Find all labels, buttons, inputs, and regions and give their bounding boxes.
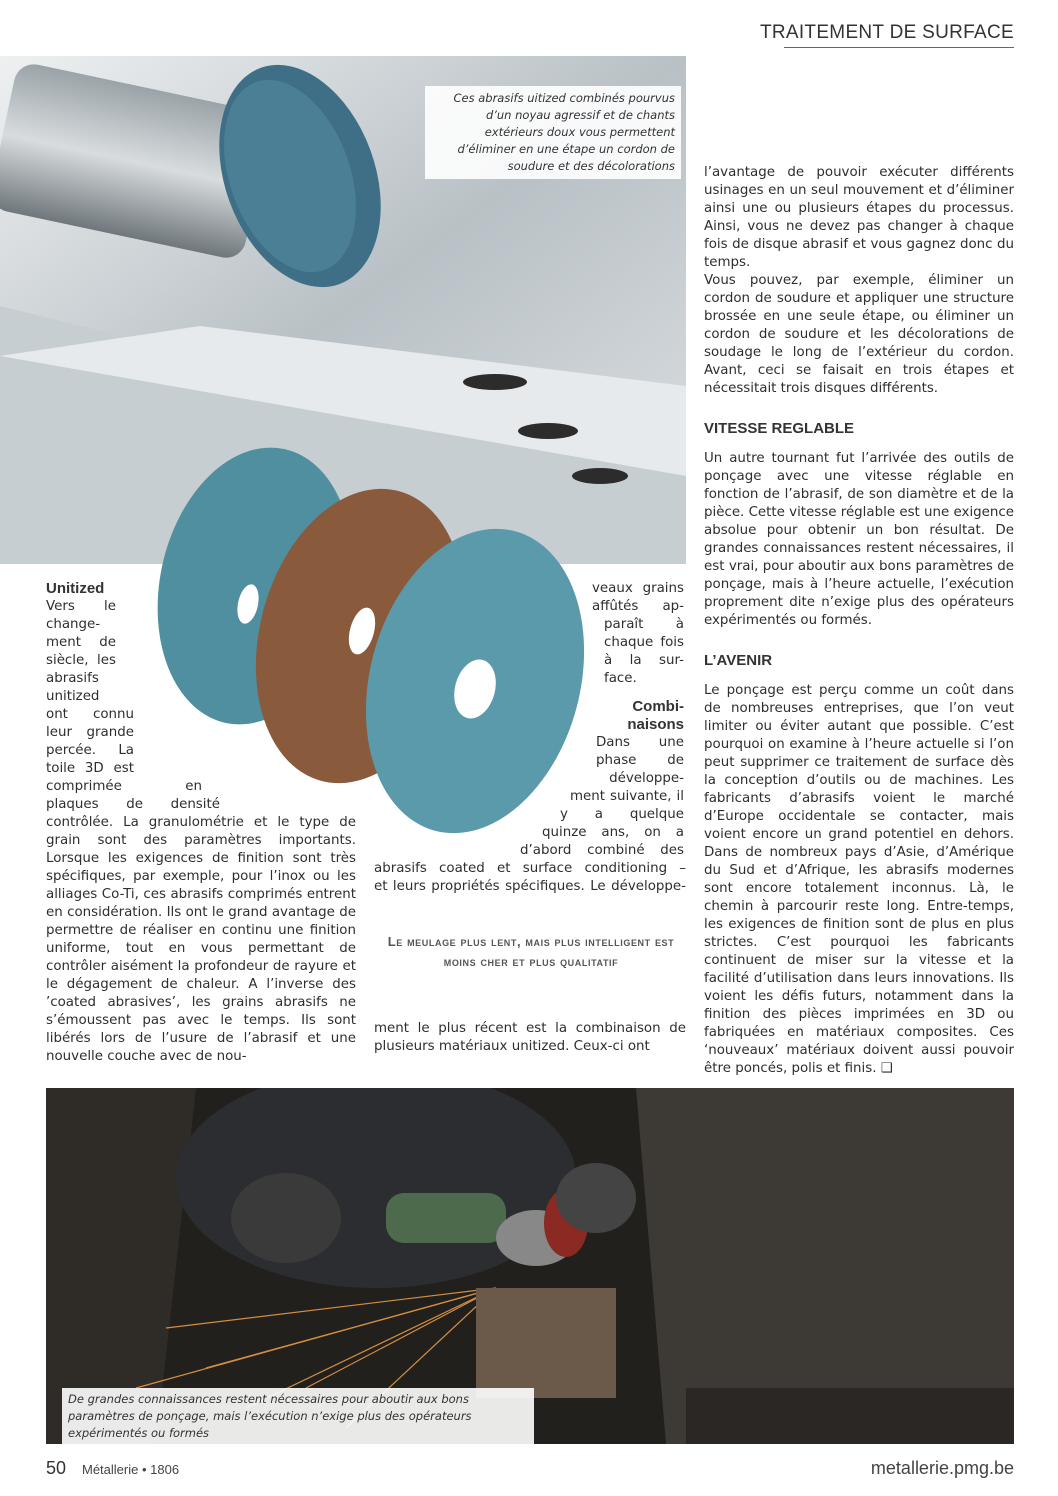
wrapped-lines [604,670,684,688]
top-photo-caption: Ces abrasifs uitized combinés pourvus d’un noyau agressif et de chants extérieurs doux vous permettent d’éliminer en une étape un cordon de soudure et des décolorations [425,86,681,179]
text-line: toile 3D est [46,761,134,776]
text-line: ont connu [46,707,134,722]
bottom-photo [46,1088,1014,1444]
text-line: comprimée en [46,779,202,794]
text-line: percée. La [46,743,134,758]
pull-quote: Le meulage plus lent, mais plus intelligent est moins cher et plus qualitatif [387,934,675,969]
paragraph: Vous pouvez, par exemple, éliminer un cordon de soudure et appliquer une structure brossée en une seule étape, ou éliminer un cordon de soudure et les décolorations de soudage le long de l’extérieur du cordon. Avant, ceci se faisait en trois étapes et nécessitait trois disques différents. [704,273,1014,396]
text-line: plaques de densité [46,797,220,812]
text-line: Dans une [596,735,684,750]
text-line: ment suivante, il [570,789,684,804]
text-line: Vers le [46,599,116,614]
heading-avenir: L’AVENIR [704,652,773,669]
right-column [704,164,1014,1078]
text-line: change- [46,617,101,632]
section-underline [784,47,1014,48]
text-line: face. [604,671,637,686]
text-line: ment de [46,635,116,650]
section-title: TRAITEMENT DE SURFACE [759,22,1014,43]
wrapped-lines [604,616,684,670]
wrapped-lines [560,806,684,824]
text-line: abrasifs coated et surface conditioning – [374,861,686,876]
text-line: quinze ans, on a [542,825,684,840]
paragraph: l’avantage de pouvoir exécuter différents usinages en un seul mouvement et d’éliminer ainsi une ou plusieurs étapes du processus. Ainsi, vous ne devez pas changer à chaque fois de disque abrasif et vous gagnez donc du temps. [704,165,1014,270]
wrapped-lines [46,778,202,796]
text-line: développe- [609,771,684,786]
middle-column [374,580,686,1056]
wrapped-lines [46,598,116,706]
wrapped-lines [592,580,684,616]
wrapped-lines [46,796,220,814]
heading-combinaisons: Combi-naisons [627,698,684,733]
text-line: veaux grains [592,581,684,596]
heading-unitized: Unitized [46,580,105,597]
paragraph: ment le plus récent est la combinaison de plusieurs matériaux unitized. Ceux-ci ont [374,1021,686,1054]
text-line: paraît à [604,617,684,632]
paragraph: contrôlée. La granulométrie et le type de grain sont des paramètres importants. Lorsque les exigences de finition sont très spécifiques, par exemple, pour l’inox ou les alliages Co-Ti, ces abrasifs comprimés entrent en considération. Ils ont le grand avantage de permettre de réaliser en continu une finition uniforme, tout en vous permettant de contrôler aisément la profondeur de rayure et le dégagement de chaleur. A l’inverse des ’coated abrasives’, les grains abrasifs ne s’émoussent pas avec le temps. Ils sont libérés lors de l’usure de l’abrasif et une nouvelle couche avec de nou- [46,815,356,1064]
text-line: chaque fois [604,635,684,650]
wrapped-lines [542,824,684,842]
text-line: unitized [46,689,100,704]
wrapped-lines [46,706,134,778]
text-line: abrasifs [46,671,99,686]
left-column [46,580,356,1066]
magazine-issue: Métallerie • 1806 [82,1462,180,1477]
website-link[interactable]: metallerie.pmg.be [870,1458,1014,1478]
page-number: 50 [46,1458,67,1478]
text-line: y a quelque [560,807,684,822]
paragraph: Un autre tournant fut l’arrivée des outils de ponçage avec une vitesse réglable en fonction de l’abrasif, de son diamètre et de la pièce. Cette vitesse réglable est une exigence absolue pour obtenir un bon résultat. De grandes connaissances restent nécessaires, il est vrai, pour aboutir aux bons paramètres de ponçage, mais à l’heure actuelle, l’exécution proprement dite n’exige plus des opérateurs expérimentés ou formés. [704,451,1014,628]
bottom-photo-caption: De grandes connaissances restent nécessaires pour aboutir aux bons paramètres de ponçage, mais l’exécution n’exige plus des opérateurs expérimentés ou formés [62,1388,534,1444]
text-line: phase de [596,753,684,768]
text-line: et leurs propriétés spécifiques. Le développe- [374,879,686,894]
text-line: d’abord combiné des [520,843,684,858]
text-line: siècle, les [46,653,116,668]
wrapped-lines [588,770,684,788]
wrapped-lines [374,860,686,896]
wrapped-lines [596,734,684,770]
text-line: leur grande [46,725,134,740]
heading-vitesse: VITESSE REGLABLE [704,420,855,437]
text-line: affûtés ap- [592,599,684,614]
wrapped-lines [520,842,684,860]
text-line: à la sur- [604,653,684,668]
paragraph: Le ponçage est perçu comme un coût dans de nombreuses entreprises, que l’on veut limiter ou éviter autant que possible. C’est pourquoi on examine à l’heure actuelle si l’on peut supprimer ce traitement de surface dès la conception d’outils ou de machines. Les fabricants d’abrasifs voient le marché d’Europe occidentale se contacter, mais voient encore un grand potentiel en dehors. Dans de nombreux pays d’Asie, d’Amérique du Sud et d’Afrique, les abrasifs modernes sont encore totalement inconnus. Là, le chemin à parcourir reste long. Entre-temps, les exigences de finition sont de plus en plus strictes. C’est pourquoi les fabricants continuent de miser sur la vitesse et la facilité d’utilisation dans leurs innovations. Ils voient les défis futurs, notamment dans la finition des pièces imprimées en 3D ou fabriquées en matériaux composites. Ces ‘nouveaux’ matériaux doivent aussi pouvoir être poncés, polis et finis. ❑ [704,683,1014,1076]
wrapped-lines [570,788,684,806]
